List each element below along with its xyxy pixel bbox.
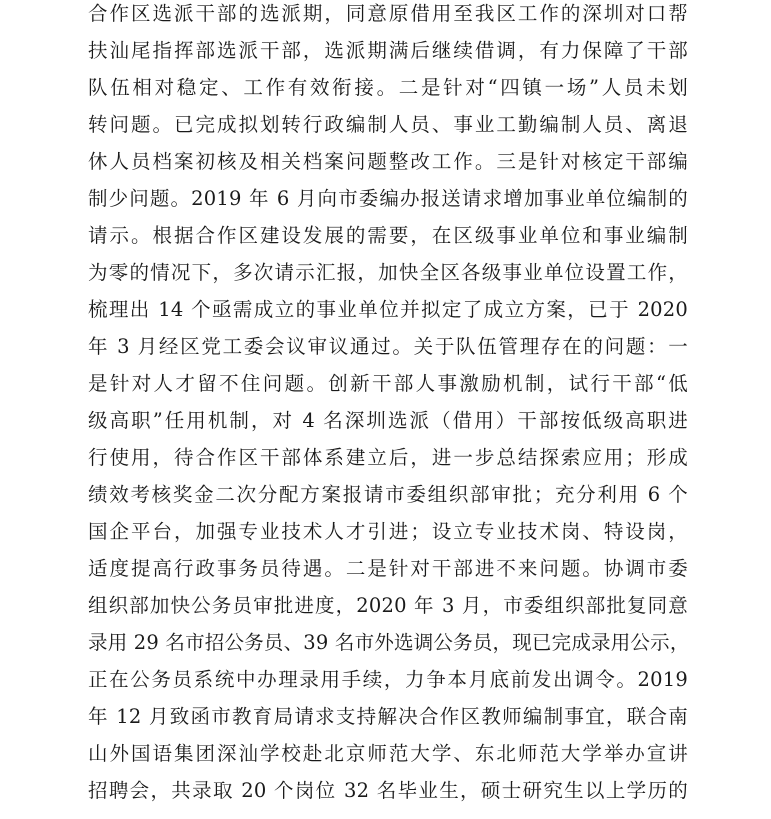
text-line-3: 队伍相对稳定、工作有效衔接。二是针对“四镇一场”人员未划 bbox=[88, 76, 688, 99]
text-line-11: 是针对人才留不住问题。创新干部人事激励机制，试行干部“低 bbox=[88, 372, 688, 395]
text-line-9: 梳理出 14 个亟需成立的事业单位并拟定了成立方案，已于 2020 bbox=[88, 298, 688, 321]
text-line-8: 为零的情况下，多次请示汇报，加快全区各级事业单位设置工作， bbox=[88, 261, 688, 284]
text-line-6: 制少问题。2019 年 6 月向市委编办报送请求增加事业单位编制的 bbox=[88, 187, 688, 210]
text-line-15: 国企平台，加强专业技术人才引进；设立专业技术岗、特设岗， bbox=[88, 520, 688, 543]
text-line-5: 休人员档案初核及相关档案问题整改工作。三是针对核定干部编 bbox=[88, 150, 688, 173]
text-line-22: 招聘会，共录取 20 个岗位 32 名毕业生，硕士研究生以上学历的 bbox=[88, 779, 688, 802]
text-line-18: 录用 29 名市招公务员、39 名市外选调公务员，现已完成录用公示， bbox=[88, 631, 690, 654]
text-line-12: 级高职”任用机制，对 4 名深圳选派（借用）干部按低级高职进 bbox=[88, 409, 688, 432]
text-line-14: 绩效考核奖金二次分配方案报请市委组织部审批；充分利用 6 个 bbox=[88, 483, 688, 506]
text-line-1: 合作区选派干部的选派期，同意原借用至我区工作的深圳对口帮 bbox=[88, 2, 688, 25]
text-line-20: 年 12 月致函市教育局请求支持解决合作区教师编制事宜，联合南 bbox=[88, 705, 688, 728]
text-line-7: 请示。根据合作区建设发展的需要，在区级事业单位和事业编制 bbox=[88, 224, 688, 247]
text-line-13: 行使用，待合作区干部体系建立后，进一步总结探索应用；形成 bbox=[88, 446, 688, 469]
text-line-19: 正在公务员系统中办理录用手续，力争本月底前发出调令。2019 bbox=[88, 668, 688, 691]
text-line-4: 转问题。已完成拟划转行政编制人员、事业工勤编制人员、离退 bbox=[88, 113, 688, 136]
text-line-2: 扶汕尾指挥部选派干部，选派期满后继续借调，有力保障了干部 bbox=[88, 39, 688, 62]
text-line-21: 山外国语集团深汕学校赴北京师范大学、东北师范大学举办宣讲 bbox=[88, 742, 688, 765]
text-line-17: 组织部加快公务员审批进度，2020 年 3 月，市委组织部批复同意 bbox=[88, 594, 688, 617]
text-line-16: 适度提高行政事务员待遇。二是针对干部进不来问题。协调市委 bbox=[88, 557, 688, 580]
text-line-10: 年 3 月经区党工委会议审议通过。关于队伍管理存在的问题：一 bbox=[88, 335, 688, 358]
